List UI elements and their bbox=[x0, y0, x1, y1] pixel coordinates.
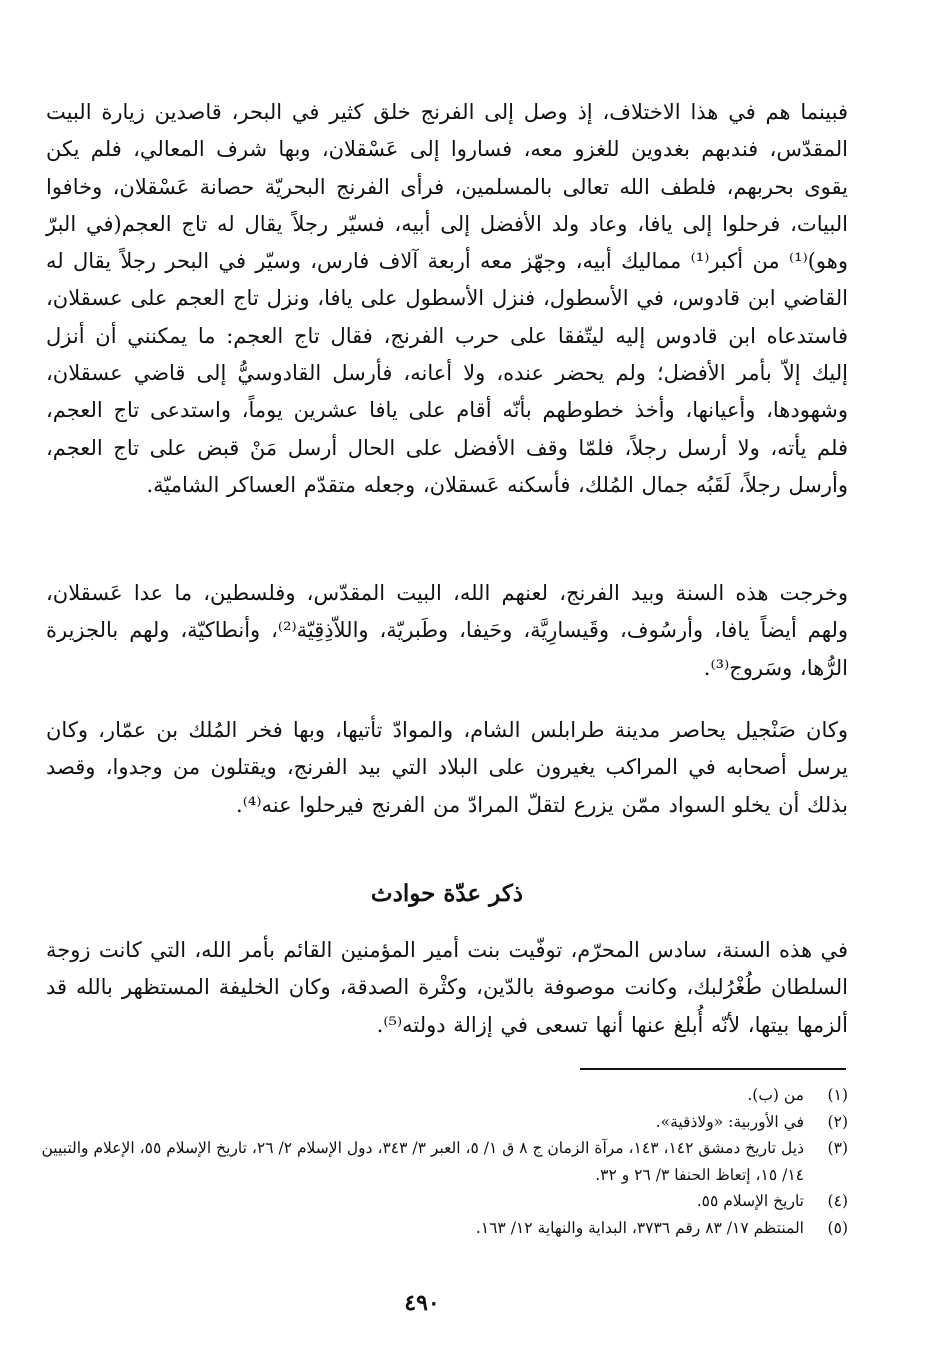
footnote-item bbox=[18, 1215, 848, 1242]
footnote-number: (٥) bbox=[827, 1218, 848, 1237]
body-paragraph-2: وخرجت هذه السنة وبيد الفرنج، لعنهم الله، البيت المقدّس، وفلسطين، ما عدا عَسقلان، ولهم أيضاً يافا، وأرسُوف، وقَيسارِيَّة، وحَيفا، وطَبريّة، واللاّذِقِيّة⁽²⁾، وأنطاكيّة، ولهم بالجزيرة الرُّها، وسَروج⁽³⁾. bbox=[46, 581, 848, 680]
footnote-item bbox=[18, 1135, 848, 1188]
body-paragraph-4: في هذه السنة، سادس المحرّم، توفّيت بنت أمير المؤمنين القائم بأمر الله، التي كانت زوجة السلطان طُغْرُلبك، وكانت موصوفة بالدّين، وكثْرة الصدقة، وكان الخليفة المستظهر بالله قد ألزمها بيتها، لأنّه أُبلغ عنها أنها تسعى في إزالة دولته⁽⁵⁾. bbox=[46, 938, 848, 1037]
footnote-number: (٢) bbox=[827, 1112, 848, 1131]
footnote-text: من (ب). bbox=[747, 1086, 804, 1104]
footnote-number: (١) bbox=[827, 1086, 848, 1104]
footnote-text: في الأوربية: «ولاذقية». bbox=[655, 1112, 804, 1131]
section-heading: ذكر عدّة حوادث bbox=[370, 880, 524, 907]
footnote-divider bbox=[580, 1068, 846, 1070]
footnote-text: المنتظم ١٧/ ٨٣ رقم ٣٧٣٦، البداية والنهاية ١٢/ ١٦٣. bbox=[475, 1218, 804, 1237]
footnote-text: ذيل تاريخ دمشق ١٤٢، ١٤٣، مرآة الزمان ج ٨ ق ١/ ٥، العبر ٣/ ٣٤٣، دول الإسلام ٢/ ٢٦، تاريخ الإسلام ٥٥، الإعلام والتبيين ١٤/ ١٥، إتعاظ الحنفا ٣/ ٢٦ و ٣٢. bbox=[41, 1139, 804, 1184]
body-paragraph-1: فبينما هم في هذا الاختلاف، إذ وصل إلى الفرنج خلق كثير في البحر، قاصدين زيارة البيت المقدّس، فندبهم بغدوين للغزو معه، فساروا إلى عَسْقلان، وبها شرف المعالي، فلم يكن يقوى بحربهم، فلطف الله تعالى بالمسلمين، فرأى الفرنج البحريّة حصانة عَسْقلان، وخافوا البيات، فرحلوا إلى يافا، وعاد ولد الأفضل إلى أبيه، فسيّر رجلاً يقال له تاج العجم(في البرّ وهو)⁽¹⁾ من أكبر⁽¹⁾ مماليك أبيه، وجهّز معه أربعة آلاف فارس، وسيّر في البحر رجلاً يقال له القاضي ابن قادوس، في الأسطول، فنزل الأسطول على يافا، ونزل تاج العجم على عسقلان، فاستدعاه ابن قادوس إليه ليتّفقا على حرب الفرنج، فقال تاج العجم: ما يمكنني أن أنزل إليك إلاّ بأمر الأفضل؛ ولم يحضر عنده، ولا أعانه، فأرسل القادوسيُّ إلى قاضي عسقلان، وشهودها، وأعيانها، وأخذ خطوطهم بأنّه أقام على يافا عشرين يوماً، واستدعى تاج العجم، فلم يأته، ولا أرسل رجلاً، فلمّا وقف الأفضل على الحال أرسل مَنْ قبض على تاج العجم، وأرسل رجلاً، لَقَبُه جمال المُلك، فأسكنه عَسقلان، وجعله متقدّم العساكر الشاميّة. bbox=[46, 100, 848, 497]
page-number: ٤٩٠ bbox=[404, 1290, 440, 1316]
footnote-item bbox=[18, 1109, 848, 1136]
footnote-item bbox=[18, 1188, 848, 1215]
footnote-number: (٤) bbox=[827, 1192, 848, 1210]
body-paragraph-3: وكان صَنْجيل يحاصر مدينة طرابلس الشام، والموادّ تأتيها، وبها فخر المُلك بن عمّار، وكان يرسل أصحابه في المراكب يغيرون على البلاد التي بيد الفرنج، ويقتلون من وجدوا، وقصد بذلك أن يخلو السواد ممّن يزرع لتقلّ المرادّ من الفرنج فيرحلوا عنه⁽⁴⁾. bbox=[46, 718, 848, 817]
footnote-item bbox=[18, 1082, 848, 1109]
footnotes-list bbox=[18, 1082, 848, 1241]
footnote-text: تاريخ الإسلام ٥٥. bbox=[696, 1192, 804, 1210]
footnote-number: (٣) bbox=[827, 1139, 848, 1157]
